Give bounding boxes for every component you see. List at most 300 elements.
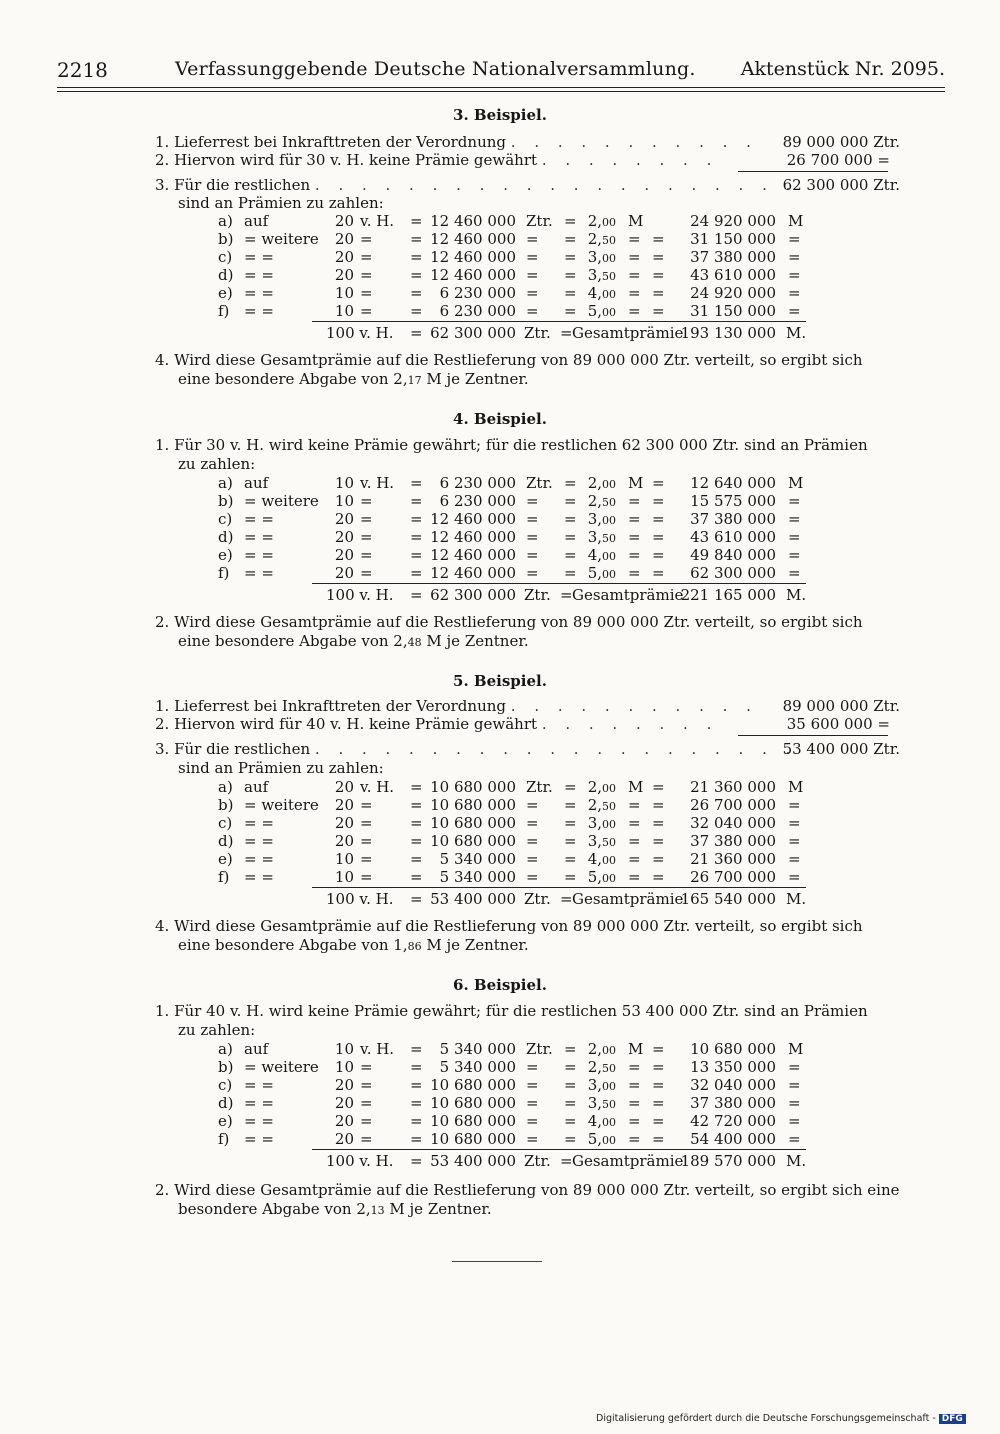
row-description: = weitere [244,230,319,248]
example-6-title: 6. Beispiel. [453,976,547,994]
rate-unit: M [628,212,644,230]
percent-value: 20 [334,1076,354,1094]
rate-decimal: 00 [602,854,616,867]
row-description: auf [244,1040,269,1058]
rate-value: 2,50 [587,230,616,248]
conclusion-text: Wird diese Gesamtprämie auf die Restlieferung von 89 000 000 Ztr. verteilt, so ergibt sich [174,351,863,369]
quantity-unit: = [526,302,539,320]
amount-unit: M [788,212,804,230]
quantity-value: 5 340 000 [439,868,516,886]
quantity-unit: = [526,1130,539,1148]
equals-sign: = [410,230,423,248]
rate-decimal: 00 [602,1116,616,1129]
rate-unit: = [628,528,641,546]
percent-unit: v. H. [360,1040,395,1058]
leader-dots: . . . . . . . . [541,151,719,169]
unit: Ztr. [873,133,900,151]
row-description: = weitere [244,492,319,510]
row-description: auf [244,778,269,796]
item-text: Lieferrest bei Inkrafttreten der Verordnung [174,133,506,151]
total-amount-unit: M. [786,586,807,604]
quantity-unit: = [526,796,539,814]
percent-unit: = [360,1076,373,1094]
text: eine besondere Abgabe von 2, [178,632,408,650]
example-5-intro-1 [155,697,758,715]
rate-value: 2,00 [587,474,616,492]
leader-dots: . . . . . . . . . . . . . . . . . . . . . [314,176,798,194]
amount-value: 26 700 000 [690,868,776,886]
rate-decimal: 00 [602,478,616,491]
equals-sign: = [410,868,423,886]
amount-value: 26 700 000 [690,796,776,814]
header-rule [57,87,945,88]
quantity-unit: = [526,230,539,248]
amount-value: 49 840 000 [690,546,776,564]
rate-value: 4,00 [587,850,616,868]
total-rule [312,887,806,888]
amount-value: 15 575 000 [690,492,776,510]
amount-unit: = [788,1076,801,1094]
equals-sign: = [410,302,423,320]
equals-sign: = [652,1058,665,1076]
rate-unit: = [628,1094,641,1112]
row-label: b) [218,1058,234,1076]
sum-rule [738,735,888,736]
amount-value: 24 920 000 [690,284,776,302]
row-description: = = [244,1094,274,1112]
rate-unit: = [628,832,641,850]
decimal: 13 [370,1204,385,1217]
row-description: = = [244,302,274,320]
text: M je Zentner. [384,1200,492,1218]
leader-dots: . . . . . . . . . . . . . . . . . . . . . [314,740,798,758]
amount-value: 21 360 000 [690,778,776,796]
row-label: a) [218,778,233,796]
rate-unit: = [628,266,641,284]
rate-value: 3,00 [587,814,616,832]
quantity-unit: = [526,1112,539,1130]
row-label: d) [218,1094,234,1112]
amount-unit: = [788,528,801,546]
percent-unit: v. H. [360,474,395,492]
percent-value: 10 [334,868,354,886]
rate-decimal: 00 [602,568,616,581]
rate-value: 2,50 [587,1058,616,1076]
quantity-unit: = [526,1058,539,1076]
item-number: 2. [155,1181,170,1199]
equals-sign: = [564,212,577,230]
percent-value: 20 [334,1112,354,1130]
equals-sign: = [564,266,577,284]
decimal: 17 [407,374,422,387]
rate-unit: = [628,850,641,868]
rate-unit: = [628,1112,641,1130]
example-6-intro [155,1002,868,1020]
rate-unit: M [628,778,644,796]
text: eine besondere Abgabe von 1, [178,936,408,954]
text: M je Zentner. [421,632,529,650]
amount-value: 10 680 000 [690,1040,776,1058]
value: 89 000 000 [782,697,869,715]
total-rule [312,1149,806,1150]
percent-unit: = [360,510,373,528]
rate-decimal: 50 [602,800,616,813]
document-reference: Aktenstück Nr. 2095. [740,58,945,80]
item-text: Für die restlichen [174,740,311,758]
equals-sign: = [410,1152,423,1170]
rate-decimal: 00 [602,252,616,265]
row-label: a) [218,212,233,230]
row-description: = weitere [244,1058,319,1076]
rate-value: 4,00 [587,1112,616,1130]
example-4-conclusion [155,613,863,631]
footer-text: Digitalisierung gefördert durch die Deutsche Forschungsgemeinschaft - [596,1413,936,1424]
row-description: = = [244,284,274,302]
row-description: = = [244,510,274,528]
total-amount: 189 570 000 [680,1152,776,1170]
amount-unit: = [788,850,801,868]
example-3-title: 3. Beispiel. [453,106,547,124]
quantity-unit: = [526,832,539,850]
amount-value: 24 920 000 [690,212,776,230]
amount-value: 32 040 000 [690,1076,776,1094]
sum-rule [738,171,888,172]
amount-unit: = [788,868,801,886]
amount-value: 37 380 000 [690,510,776,528]
row-label: c) [218,248,233,266]
percent-value: 20 [334,1130,354,1148]
example-5-subintro: sind an Prämien zu zahlen: [178,759,384,777]
value: 62 300 000 [782,176,869,194]
amount-value: 37 380 000 [690,248,776,266]
percent-unit: = [360,850,373,868]
row-label: d) [218,832,234,850]
row-label: a) [218,1040,233,1058]
percent-value: 20 [334,1094,354,1112]
rate-value: 3,00 [587,1076,616,1094]
quantity-unit: = [526,528,539,546]
quantity-unit: Ztr. [526,778,553,796]
percent-value: 10 [334,492,354,510]
amount-value: 42 720 000 [690,1112,776,1130]
equals-sign: = [564,546,577,564]
equals-sign: = [652,1094,665,1112]
equals-sign: = [564,528,577,546]
quantity-value: 10 680 000 [430,778,516,796]
equals-sign: = [410,1058,423,1076]
quantity-value: 6 230 000 [439,492,516,510]
equals-sign: = [652,1076,665,1094]
equals-sign: = [652,266,665,284]
amount-value: 37 380 000 [690,832,776,850]
total-amount-unit: M. [786,890,807,908]
decimal: 48 [407,636,422,649]
amount-unit: = [788,564,801,582]
equals-sign: = [410,564,423,582]
rate-decimal: 50 [602,532,616,545]
quantity-unit: = [526,1094,539,1112]
total-label: Gesamtprämie [572,1152,684,1170]
total-percent: 100 v. H. [326,1152,394,1170]
total-percent: 100 v. H. [326,890,394,908]
conclusion-text: Wird diese Gesamtprämie auf die Restlieferung von 89 000 000 Ztr. verteilt, so ergibt sich eine [174,1181,900,1199]
quantity-value: 10 680 000 [430,1130,516,1148]
percent-value: 20 [334,248,354,266]
example-5-intro-3-value [783,740,900,758]
percent-unit: = [360,1058,373,1076]
amount-unit: = [788,248,801,266]
percent-unit: = [360,868,373,886]
quantity-value: 12 460 000 [430,266,516,284]
row-label: b) [218,230,234,248]
item-number: 3. [155,740,170,758]
quantity-unit: = [526,510,539,528]
rate-decimal: 00 [602,1044,616,1057]
equals-sign: = [564,248,577,266]
row-label: c) [218,510,233,528]
equals-sign: = [652,1040,665,1058]
example-3-intro-1 [155,133,758,151]
equals-sign: = [652,546,665,564]
intro-text: Für 40 v. H. wird keine Prämie gewährt; für die restlichen 53 400 000 Ztr. sind an Prämien [174,1002,868,1020]
rate-value: 3,50 [587,832,616,850]
percent-value: 20 [334,564,354,582]
leader-dots: . . . . . . . . [541,715,719,733]
percent-unit: v. H. [360,778,395,796]
equals-sign: = [560,1152,573,1170]
equals-sign: = [652,564,665,582]
equals-sign: = [652,1112,665,1130]
row-label: d) [218,528,234,546]
end-rule [452,1261,542,1262]
row-label: f) [218,1130,230,1148]
quantity-value: 12 460 000 [430,510,516,528]
row-description: auf [244,212,269,230]
row-label: e) [218,546,233,564]
equals-sign: = [564,564,577,582]
total-amount-unit: M. [786,324,807,342]
rate-decimal: 00 [602,514,616,527]
percent-value: 20 [334,528,354,546]
value: 53 400 000 [782,740,869,758]
equals-sign: = [564,796,577,814]
quantity-value: 12 460 000 [430,528,516,546]
example-6-conclusion-2 [178,1200,492,1218]
amount-unit: M [788,778,804,796]
rate-unit: = [628,492,641,510]
item-number: 1. [155,697,170,715]
quantity-unit: = [526,564,539,582]
percent-value: 20 [334,814,354,832]
rate-unit: = [628,796,641,814]
unit: = [877,715,890,733]
quantity-unit: Ztr. [526,474,553,492]
equals-sign: = [652,528,665,546]
value: 35 600 000 [786,715,873,733]
row-label: c) [218,814,233,832]
rate-decimal: 50 [602,234,616,247]
amount-unit: = [788,492,801,510]
equals-sign: = [564,814,577,832]
percent-value: 20 [334,266,354,284]
quantity-unit: = [526,1076,539,1094]
equals-sign: = [652,492,665,510]
percent-unit: = [360,1094,373,1112]
item-number: 1. [155,133,170,151]
quantity-unit: = [526,248,539,266]
quantity-unit: = [526,850,539,868]
rate-value: 3,50 [587,1094,616,1112]
rate-value: 3,50 [587,266,616,284]
unit: Ztr. [873,176,900,194]
quantity-value: 10 680 000 [430,832,516,850]
item-number: 2. [155,613,170,631]
example-5-intro-3 [155,740,797,758]
amount-value: 12 640 000 [690,474,776,492]
rate-value: 2,50 [587,796,616,814]
rate-value: 2,00 [587,212,616,230]
text: M je Zentner. [421,370,529,388]
equals-sign: = [652,284,665,302]
conclusion-text: Wird diese Gesamtprämie auf die Restlieferung von 89 000 000 Ztr. verteilt, so ergibt sich [174,613,863,631]
item-text: Lieferrest bei Inkrafttreten der Verordnung [174,697,506,715]
amount-value: 32 040 000 [690,814,776,832]
amount-unit: = [788,266,801,284]
percent-unit: = [360,832,373,850]
total-quantity: 53 400 000 [430,890,516,908]
total-amount-unit: M. [786,1152,807,1170]
equals-sign: = [564,492,577,510]
row-description: = = [244,868,274,886]
equals-sign: = [564,1058,577,1076]
rate-value: 5,00 [587,1130,616,1148]
equals-sign: = [410,1040,423,1058]
quantity-value: 10 680 000 [430,796,516,814]
example-6-conclusion [155,1181,900,1199]
rate-unit: = [628,230,641,248]
percent-value: 10 [334,284,354,302]
rate-value: 5,00 [587,564,616,582]
percent-unit: = [360,492,373,510]
equals-sign: = [652,796,665,814]
amount-unit: = [788,814,801,832]
total-rule [312,583,806,584]
rate-value: 3,00 [587,510,616,528]
equals-sign: = [652,868,665,886]
total-quantity-unit: Ztr. [524,1152,551,1170]
item-number: 2. [155,151,170,169]
row-label: e) [218,850,233,868]
value: 26 700 000 [786,151,873,169]
page-number: 2218 [57,58,108,82]
equals-sign: = [652,230,665,248]
equals-sign: = [410,266,423,284]
text: eine besondere Abgabe von 2, [178,370,408,388]
percent-unit: = [360,796,373,814]
percent-value: 20 [334,546,354,564]
percent-value: 10 [334,302,354,320]
amount-unit: M [788,1040,804,1058]
rate-decimal: 50 [602,1062,616,1075]
equals-sign: = [652,248,665,266]
quantity-unit: Ztr. [526,1040,553,1058]
unit: = [877,151,890,169]
quantity-unit: = [526,546,539,564]
rate-value: 4,00 [587,546,616,564]
equals-sign: = [564,1094,577,1112]
row-description: = = [244,832,274,850]
item-number: 3. [155,176,170,194]
item-text: Hiervon wird für 30 v. H. keine Prämie gewährt [174,151,538,169]
equals-sign: = [410,1094,423,1112]
equals-sign: = [410,510,423,528]
row-label: d) [218,266,234,284]
equals-sign: = [564,474,577,492]
total-quantity: 62 300 000 [430,324,516,342]
equals-sign: = [564,1130,577,1148]
row-label: e) [218,1112,233,1130]
percent-value: 20 [334,510,354,528]
equals-sign: = [564,1040,577,1058]
example-5-conclusion-2 [178,936,529,954]
amount-unit: = [788,832,801,850]
example-3-conclusion-2 [178,370,529,388]
total-amount: 165 540 000 [680,890,776,908]
amount-unit: M [788,474,804,492]
percent-value: 20 [334,212,354,230]
rate-unit: = [628,248,641,266]
equals-sign: = [564,302,577,320]
equals-sign: = [410,212,423,230]
amount-unit: = [788,510,801,528]
amount-unit: = [788,546,801,564]
quantity-value: 10 680 000 [430,1094,516,1112]
rate-unit: M [628,474,644,492]
row-description: = = [244,850,274,868]
amount-unit: = [788,796,801,814]
amount-value: 31 150 000 [690,302,776,320]
percent-unit: = [360,230,373,248]
total-amount: 193 130 000 [680,324,776,342]
total-amount: 221 165 000 [680,586,776,604]
equals-sign: = [564,1112,577,1130]
unit: Ztr. [873,740,900,758]
equals-sign: = [652,814,665,832]
row-label: f) [218,868,230,886]
total-quantity-unit: Ztr. [524,890,551,908]
row-description: = = [244,1076,274,1094]
amount-value: 43 610 000 [690,266,776,284]
rate-unit: = [628,1130,641,1148]
rate-unit: = [628,284,641,302]
rate-unit: = [628,814,641,832]
intro-text: Für 30 v. H. wird keine Prämie gewährt; für die restlichen 62 300 000 Ztr. sind an Prämien [174,436,868,454]
equals-sign: = [652,850,665,868]
example-5-title: 5. Beispiel. [453,672,547,690]
amount-unit: = [788,1058,801,1076]
equals-sign: = [410,586,423,604]
rate-decimal: 00 [602,288,616,301]
equals-sign: = [410,248,423,266]
leader-dots: . . . . . . . . . . . [510,133,758,151]
equals-sign: = [652,1130,665,1148]
percent-unit: = [360,302,373,320]
equals-sign: = [410,890,423,908]
total-label: Gesamtprämie [572,586,684,604]
rate-value: 5,00 [587,302,616,320]
percent-value: 20 [334,778,354,796]
example-5-intro-2-value [787,715,890,733]
